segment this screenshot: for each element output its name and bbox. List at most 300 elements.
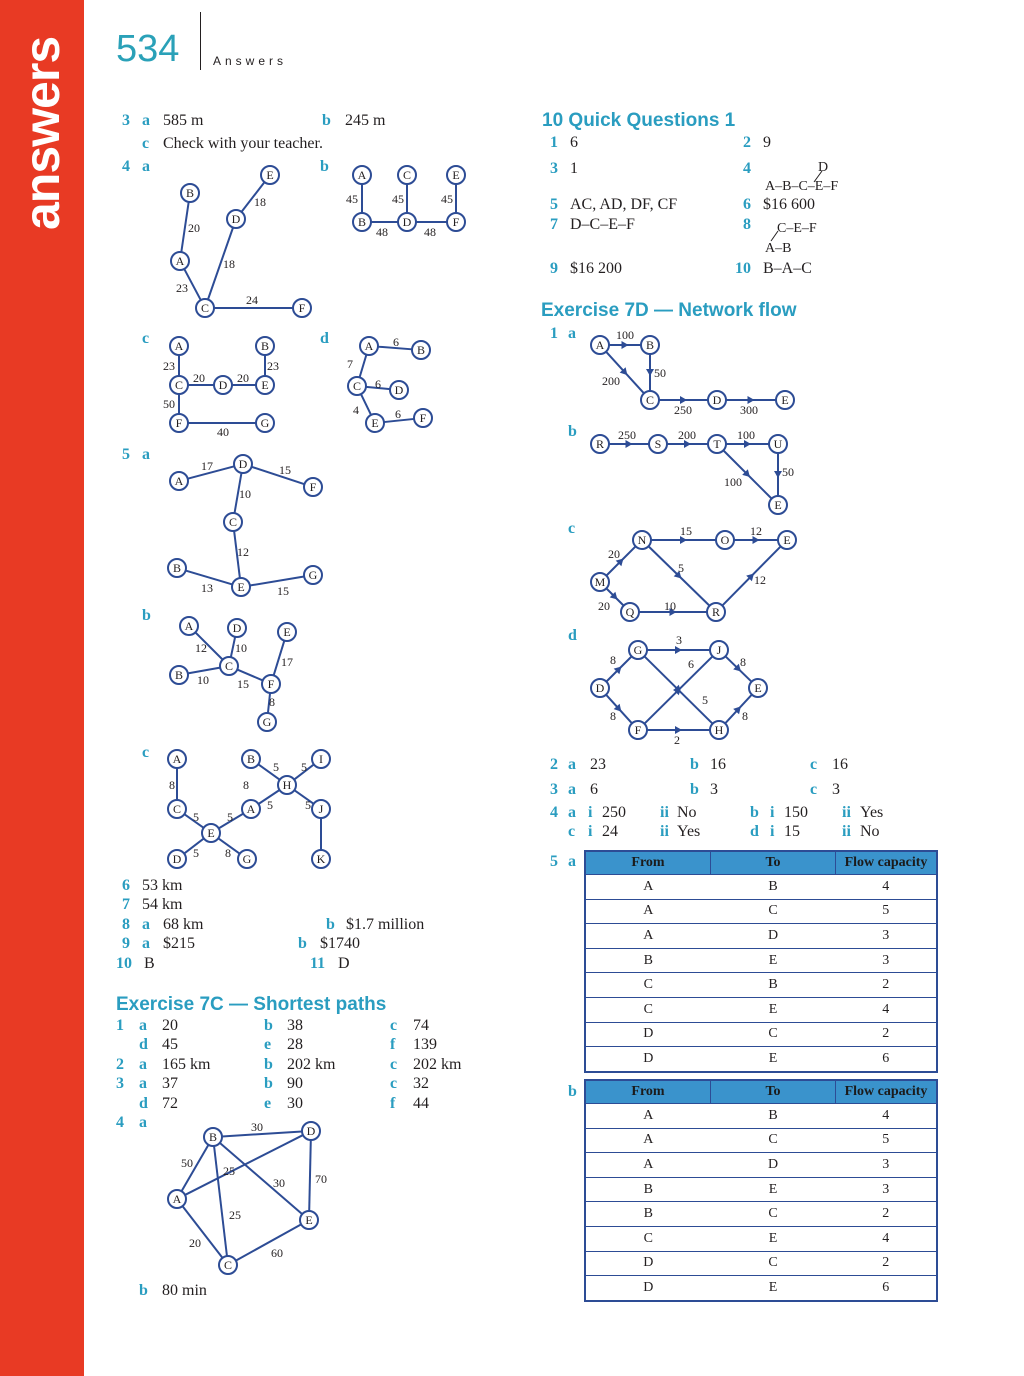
- cell-from: D: [585, 1047, 711, 1072]
- network-diagram-5a: [155, 450, 335, 605]
- answer-value: Check with your teacher.: [163, 135, 323, 152]
- edge-weight: 23: [267, 359, 279, 373]
- node-label: T: [713, 437, 721, 451]
- node-label: D: [394, 383, 404, 397]
- answer-value: 139: [413, 1036, 437, 1053]
- edge-weight: 300: [740, 403, 758, 417]
- answer-value: D–C–E–F: [570, 216, 635, 233]
- cell-from: B: [585, 948, 711, 973]
- q-part: a: [568, 804, 576, 821]
- edge-weight: 13: [201, 581, 213, 595]
- q-part: b: [264, 1017, 273, 1034]
- edge-weight: 250: [674, 403, 692, 417]
- edge-weight: 60: [271, 1246, 283, 1260]
- q-number: 2: [743, 134, 751, 151]
- node-label: F: [634, 723, 642, 737]
- path-answer: A–B–C–E–F: [765, 179, 839, 194]
- answer-value: No: [860, 823, 880, 840]
- cell-flow-capacity: 2: [836, 973, 938, 998]
- q-number: 7: [550, 216, 558, 233]
- node-label: B: [357, 215, 367, 229]
- node-label: C: [200, 301, 210, 315]
- node-label: O: [720, 533, 730, 547]
- cell-flow-capacity: 5: [836, 899, 938, 924]
- q-part: ii: [660, 823, 669, 840]
- table-row: [585, 1276, 937, 1301]
- cell-to: C: [711, 899, 836, 924]
- edge-weight: 23: [176, 281, 188, 295]
- edge-weight: 200: [678, 428, 696, 442]
- q-part: a: [139, 1056, 147, 1073]
- answer-value: 45: [162, 1036, 178, 1053]
- q-part: e: [264, 1036, 272, 1053]
- node-label: E: [774, 498, 782, 512]
- answer-value: 6: [590, 781, 598, 798]
- edge: [214, 1146, 227, 1256]
- flow-arrow: [675, 646, 682, 654]
- node-label: E: [283, 625, 291, 639]
- section-heading-quick-questions: 10 Quick Questions 1: [542, 110, 736, 131]
- edge: [309, 1140, 311, 1211]
- node-label: M: [594, 575, 606, 589]
- node-label: D: [595, 681, 605, 695]
- flow-arrow: [774, 471, 782, 478]
- node-label: J: [318, 802, 324, 816]
- answer-value: No: [677, 804, 697, 821]
- q-number: 11: [310, 955, 326, 972]
- node-label: B: [645, 338, 655, 352]
- q-part: d: [139, 1095, 148, 1112]
- table-row: [585, 1251, 937, 1276]
- flow-network-1b: [580, 422, 800, 517]
- q-part: i: [588, 804, 593, 821]
- running-head: Answers: [213, 54, 288, 68]
- q-part: ii: [842, 804, 851, 821]
- answer-value: B–A–C: [763, 260, 812, 277]
- answer-value: 9: [763, 134, 771, 151]
- node-label: E: [371, 416, 379, 430]
- node-label: F: [452, 215, 460, 229]
- q-number: 1: [116, 1017, 124, 1034]
- edge-weight: 200: [602, 374, 620, 388]
- answer-value: $16 600: [763, 196, 815, 213]
- answer-value: 54 km: [142, 896, 183, 913]
- q-part: a: [142, 158, 150, 175]
- q-part: b: [568, 423, 577, 440]
- cell-from: B: [585, 1177, 711, 1202]
- answer-value: Yes: [860, 804, 884, 821]
- node-label: D: [172, 852, 182, 866]
- node-label: A: [246, 802, 256, 816]
- answer-value: $1740: [320, 935, 360, 952]
- header-divider: [200, 12, 201, 70]
- section-heading-7d: Exercise 7D — Network flow: [541, 300, 797, 321]
- path-answer-top: C–E–F: [777, 221, 817, 236]
- flow-network-1d: [580, 630, 780, 750]
- edge-weight: 15: [277, 584, 289, 598]
- q-part: f: [390, 1036, 396, 1053]
- q-number: 7: [122, 896, 130, 913]
- edge-weight: 100: [737, 428, 755, 442]
- network-diagram-5c: [155, 745, 345, 875]
- cell-from: A: [585, 1153, 711, 1178]
- q-part: b: [320, 158, 329, 175]
- col-to: To: [711, 1080, 836, 1104]
- answer-value: 15: [784, 823, 800, 840]
- edge-weight: 6: [688, 657, 694, 671]
- node-label: E: [207, 826, 215, 840]
- node-label: F: [267, 677, 275, 691]
- node-label: C: [172, 802, 182, 816]
- q-part: b: [264, 1075, 273, 1092]
- q-number: 5: [122, 446, 130, 463]
- cell-from: D: [585, 1251, 711, 1276]
- node-label: E: [305, 1213, 313, 1227]
- node-label: D: [218, 378, 228, 392]
- edge-weight: 12: [754, 573, 766, 587]
- edge-weight: 25: [229, 1208, 241, 1222]
- edge-weight: 30: [273, 1176, 285, 1190]
- cell-to: C: [711, 1202, 836, 1227]
- answer-value: $16 200: [570, 260, 622, 277]
- table-row: [585, 924, 937, 949]
- q-part: d: [139, 1036, 148, 1053]
- q-part: b: [690, 781, 699, 798]
- node-label: D: [231, 212, 241, 226]
- edge-weight: 8: [169, 778, 175, 792]
- answer-value: 250: [602, 804, 626, 821]
- edge-weight: 20: [598, 599, 610, 613]
- cell-to: C: [711, 1022, 836, 1047]
- cell-from: A: [585, 899, 711, 924]
- q-part: a: [142, 935, 150, 952]
- cell-flow-capacity: 6: [836, 1276, 938, 1301]
- table-row: [585, 899, 937, 924]
- answer-value: 202 km: [287, 1056, 336, 1073]
- cell-from: B: [585, 1202, 711, 1227]
- node-label: C: [228, 515, 238, 529]
- answer-value: 16: [832, 756, 848, 773]
- table-row: [585, 997, 937, 1022]
- answer-value: 6: [570, 134, 578, 151]
- edge-weight: 8: [225, 846, 231, 860]
- edge-weight: 70: [315, 1172, 327, 1186]
- edge-weight: 7: [347, 357, 353, 371]
- answer-value: 53 km: [142, 877, 183, 894]
- node-label: F: [175, 416, 183, 430]
- edge-weight: 20: [237, 371, 249, 385]
- network-diagram-7c-4a: [155, 1115, 335, 1280]
- edge-weight: 45: [441, 192, 453, 206]
- edge-weight: 10: [197, 673, 209, 687]
- q-part: c: [568, 520, 576, 537]
- node-label: A: [184, 619, 194, 633]
- q-number: 8: [743, 216, 751, 233]
- edge-weight: 5: [678, 561, 684, 575]
- q-part: a: [568, 325, 576, 342]
- edge-weight: 17: [281, 655, 293, 669]
- q-part: c: [142, 744, 150, 761]
- edge-weight: 5: [702, 693, 708, 707]
- cell-flow-capacity: 3: [836, 948, 938, 973]
- edge-weight: 5: [305, 798, 311, 812]
- answer-value: B: [144, 955, 155, 972]
- cell-flow-capacity: 4: [836, 997, 938, 1022]
- node-label: A: [172, 752, 182, 766]
- node-label: E: [754, 681, 762, 695]
- edge-weight: 12: [750, 524, 762, 538]
- edge-weight: 8: [243, 778, 249, 792]
- q-part: c: [142, 135, 150, 152]
- node-label: D: [402, 215, 412, 229]
- q-part: b: [264, 1056, 273, 1073]
- page-number: 534: [116, 28, 180, 70]
- edge-weight: 45: [392, 192, 404, 206]
- node-label: E: [783, 533, 791, 547]
- edge-weight: 4: [353, 403, 359, 417]
- edge-weight: 15: [279, 463, 291, 477]
- edge-weight: 10: [239, 487, 251, 501]
- q-number: 8: [122, 916, 130, 933]
- table-row: [585, 1128, 937, 1153]
- node-label: C: [645, 393, 655, 407]
- col-to: To: [711, 851, 836, 875]
- q-number: 4: [122, 158, 130, 175]
- edge-weight: 18: [223, 257, 235, 271]
- cell-flow-capacity: 2: [836, 1202, 938, 1227]
- cell-to: E: [711, 1047, 836, 1072]
- edge-weight: 23: [163, 359, 175, 373]
- edge-weight: 18: [254, 195, 266, 209]
- edge-weight: 40: [217, 425, 229, 439]
- node-label: R: [595, 437, 605, 451]
- q-number: 5: [550, 196, 558, 213]
- col-from: From: [585, 1080, 711, 1104]
- node-label: D: [238, 457, 248, 471]
- q-part: b: [690, 756, 699, 773]
- cell-from: A: [585, 875, 711, 900]
- node-label: G: [262, 715, 272, 729]
- node-label: B: [246, 752, 256, 766]
- edge: [252, 467, 305, 484]
- answer-value: 3: [832, 781, 840, 798]
- answer-value: 3: [710, 781, 718, 798]
- q-part: a: [568, 853, 576, 870]
- q-number: 10: [735, 260, 751, 277]
- cell-from: C: [585, 973, 711, 998]
- cell-flow-capacity: 3: [836, 1177, 938, 1202]
- node-label: B: [174, 668, 184, 682]
- edge-weight: 8: [610, 709, 616, 723]
- edge-weight: 6: [395, 407, 401, 421]
- edge: [361, 394, 371, 415]
- node-label: G: [308, 568, 318, 582]
- q-part: d: [320, 330, 329, 347]
- answer-value: 245 m: [345, 112, 386, 129]
- q-part: a: [142, 446, 150, 463]
- node-label: R: [711, 605, 721, 619]
- q-part: c: [390, 1056, 398, 1073]
- node-label: E: [452, 168, 460, 182]
- cell-to: D: [711, 1153, 836, 1178]
- edge-weight: 5: [227, 810, 233, 824]
- edge-weight: 20: [189, 1236, 201, 1250]
- network-diagram-4d: [335, 330, 445, 440]
- node-label: J: [716, 643, 722, 657]
- q-part: b: [568, 1083, 577, 1100]
- answer-value: 68 km: [163, 916, 204, 933]
- q-number: 6: [743, 196, 751, 213]
- node-label: H: [282, 778, 292, 792]
- flow-capacity-table-a: [584, 850, 938, 1073]
- sidebar-label: answers: [14, 36, 70, 230]
- edge-weight: 250: [618, 428, 636, 442]
- cell-from: C: [585, 997, 711, 1022]
- cell-from: D: [585, 1022, 711, 1047]
- edge-weight: 15: [680, 524, 692, 538]
- node-label: F: [309, 480, 317, 494]
- flow-arrow: [622, 341, 629, 349]
- edge-weight: 100: [724, 475, 742, 489]
- q-number: 9: [122, 935, 130, 952]
- edge-weight: 5: [267, 798, 273, 812]
- q-number: 3: [122, 112, 130, 129]
- table-row: [585, 1104, 937, 1129]
- edge-weight: 30: [251, 1120, 263, 1134]
- edge-weight: 25: [223, 1164, 235, 1178]
- edge-weight: 48: [424, 225, 436, 239]
- cell-to: B: [711, 1104, 836, 1129]
- q-number: 4: [116, 1114, 124, 1131]
- q-number: 2: [116, 1056, 124, 1073]
- edge-weight: 8: [610, 653, 616, 667]
- edge-weight: 5: [193, 810, 199, 824]
- cell-to: B: [711, 875, 836, 900]
- answer-value: 16: [710, 756, 726, 773]
- node-label: G: [633, 643, 643, 657]
- edge-weight: 5: [301, 760, 307, 774]
- q-number: 1: [550, 325, 558, 342]
- table-row: [585, 875, 937, 900]
- answer-value: 28: [287, 1036, 303, 1053]
- cell-to: E: [711, 997, 836, 1022]
- edge-weight: 8: [742, 709, 748, 723]
- edge-weight: 50: [782, 465, 794, 479]
- edge-weight: 24: [246, 293, 258, 307]
- q-number: 1: [550, 134, 558, 151]
- flow-network-1c: [580, 520, 800, 625]
- node-label: A: [595, 338, 605, 352]
- col-from: From: [585, 851, 711, 875]
- q-part: i: [770, 823, 775, 840]
- table-row: [585, 1177, 937, 1202]
- cell-to: E: [711, 1276, 836, 1301]
- node-label: C: [402, 168, 412, 182]
- node-label: A: [174, 474, 184, 488]
- edge-weight: 3: [676, 633, 682, 647]
- q-part: a: [139, 1114, 147, 1131]
- cell-from: A: [585, 1104, 711, 1129]
- cell-flow-capacity: 2: [836, 1251, 938, 1276]
- q-part: e: [264, 1095, 272, 1112]
- node-label: G: [242, 852, 252, 866]
- q-part: b: [326, 916, 335, 933]
- node-label: E: [237, 580, 245, 594]
- q-number: 5: [550, 853, 558, 870]
- node-label: S: [654, 437, 662, 451]
- cell-flow-capacity: 4: [836, 1104, 938, 1129]
- edge-weight: 50: [181, 1156, 193, 1170]
- answer-value: 38: [287, 1017, 303, 1034]
- answer-value: 1: [570, 160, 578, 177]
- answer-value: 37: [162, 1075, 178, 1092]
- edge-weight: 17: [201, 459, 213, 473]
- edge-weight: 10: [235, 641, 247, 655]
- q-number: 2: [550, 756, 558, 773]
- cell-to: E: [711, 948, 836, 973]
- node-label: A: [357, 168, 367, 182]
- edge-weight: 12: [195, 641, 207, 655]
- node-label: N: [637, 533, 647, 547]
- flow-capacity-table-b: [584, 1079, 938, 1302]
- node-label: B: [260, 339, 270, 353]
- network-diagram-5b: [155, 610, 305, 740]
- q-part: b: [322, 112, 331, 129]
- node-label: A: [174, 339, 184, 353]
- network-diagram-4c: [155, 330, 295, 440]
- edge-weight: 6: [393, 335, 399, 349]
- node-label: K: [316, 852, 326, 866]
- node-label: I: [319, 752, 323, 766]
- q-part: i: [770, 804, 775, 821]
- q-part: d: [750, 823, 759, 840]
- table-row: [585, 1022, 937, 1047]
- q-part: a: [142, 916, 150, 933]
- cell-flow-capacity: 3: [836, 1153, 938, 1178]
- node-label: G: [260, 416, 270, 430]
- q-part: b: [139, 1282, 148, 1299]
- cell-flow-capacity: 2: [836, 1022, 938, 1047]
- answer-value: 585 m: [163, 112, 204, 129]
- answer-value: 202 km: [413, 1056, 462, 1073]
- flow-network-1a: [580, 325, 800, 420]
- edge: [220, 1143, 302, 1214]
- answer-value: 44: [413, 1095, 429, 1112]
- network-diagram-4a: [160, 160, 320, 325]
- q-number: 3: [116, 1075, 124, 1092]
- edge-weight: 20: [193, 371, 205, 385]
- node-label: E: [266, 168, 274, 182]
- col-flow-capacity: Flow capacity: [836, 1080, 938, 1104]
- answer-value: $215: [163, 935, 195, 952]
- edge-weight: 48: [376, 225, 388, 239]
- node-label: U: [773, 437, 783, 451]
- node-label: A: [175, 254, 185, 268]
- answer-value: 24: [602, 823, 618, 840]
- cell-flow-capacity: 4: [836, 1226, 938, 1251]
- q-part: i: [588, 823, 593, 840]
- answer-value: 30: [287, 1095, 303, 1112]
- answer-value: 90: [287, 1075, 303, 1092]
- q-part: c: [568, 823, 576, 840]
- edge: [236, 1224, 301, 1260]
- node-label: D: [712, 393, 722, 407]
- q-part: d: [568, 627, 577, 644]
- node-label: B: [172, 561, 182, 575]
- answer-value: 80 min: [162, 1282, 207, 1299]
- q-part: f: [390, 1095, 396, 1112]
- cell-flow-capacity: 6: [836, 1047, 938, 1072]
